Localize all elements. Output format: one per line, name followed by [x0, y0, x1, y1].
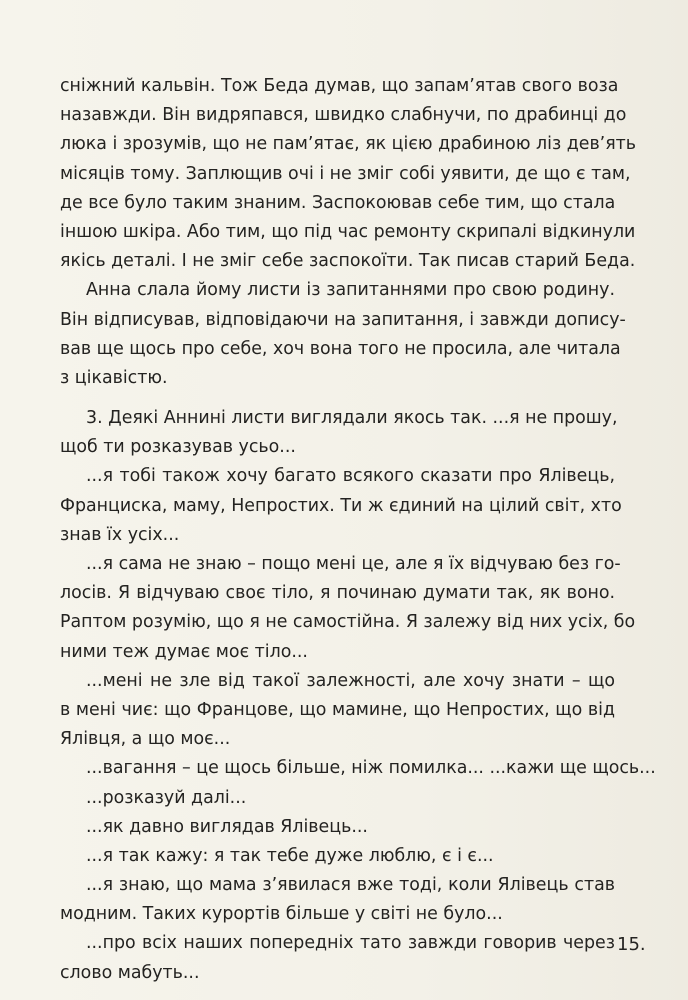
- text-line: ...вагання – це щось більше, ніж помилка... ...кажи ще щось...: [86, 758, 656, 779]
- text-line: місяців тому. Заплющив очі і не зміг собі уявити, де що є там,: [60, 163, 631, 184]
- text-line: Раптом розумію, що я не самостійна. Я залежу від них усіх, бо: [60, 612, 636, 633]
- text-line: Ялівця, а що моє...: [60, 729, 231, 750]
- text-line: Франциска, маму, Непростих. Ти ж єдиний на цілий світ, хто: [60, 495, 622, 516]
- text-line: з цікавістю.: [60, 367, 168, 388]
- text-line: щоб ти розказував усьо...: [60, 437, 296, 458]
- text-line: ...про всіх наших попередніх тато завжди говорив через: [86, 933, 615, 954]
- text-line: де все було таким знаним. Заспокоював себе тим, що стала: [60, 192, 616, 213]
- text-line: лосів. Я відчуваю своє тіло, я починаю думати так, як воно.: [60, 583, 615, 604]
- text-line: ...розказуй далі...: [86, 787, 247, 808]
- text-line: ...я так кажу: я так тебе дуже люблю, є і є...: [86, 845, 494, 866]
- text-line: Анна слала йому листи із запитаннями про свою родину.: [86, 280, 615, 301]
- text-line: назавжди. Він видряпався, швидко слабнучи, по драбинці до: [60, 105, 627, 126]
- text-line: ...мені не зле від такої залежності, але хочу знати – що: [86, 670, 615, 691]
- text-line: Він відписував, відповідаючи на запитання, і завжди допису-: [60, 309, 626, 330]
- text-line: 3. Деякі Аннині листи виглядали якось так. ...я не прошу,: [86, 408, 618, 429]
- text-line: вав ще щось про себе, хоч вона того не просила, але читала: [60, 338, 621, 359]
- text-line: ними теж думає моє тіло...: [60, 641, 308, 662]
- text-line: знав їх усіх...: [60, 524, 180, 545]
- text-line: ...я знаю, що мама з’явилася вже тоді, коли Ялівець став: [86, 875, 615, 896]
- text-line: слово мабуть...: [60, 962, 200, 983]
- text-line: ...я сама не знаю – пощо мені це, але я їх відчуваю без го-: [86, 554, 621, 574]
- text-line: в мені чиє: що Францове, що мамине, що Непростих, що від: [60, 699, 615, 720]
- text-line: модним. Таких курортів більше у світі не було...: [60, 904, 503, 925]
- page-number: 15.: [617, 934, 646, 955]
- text-line: ...як давно виглядав Ялівець...: [86, 816, 368, 837]
- text-line: люка і зрозумів, що не пам’ятає, як цією драбиною ліз дев’ять: [60, 134, 637, 155]
- text-line: якісь деталі. І не зміг себе заспокоїти. Так писав старий Беда.: [60, 251, 636, 272]
- text-line: ...я тобі також хочу багато всякого сказати про Ялівець,: [86, 466, 615, 487]
- text-line: сніжний кальвін. Тож Беда думав, що запам’ятав свого воза: [60, 76, 619, 96]
- text-line: іншою шкіра. Або тим, що під час ремонту скрипалі відкинули: [60, 221, 636, 242]
